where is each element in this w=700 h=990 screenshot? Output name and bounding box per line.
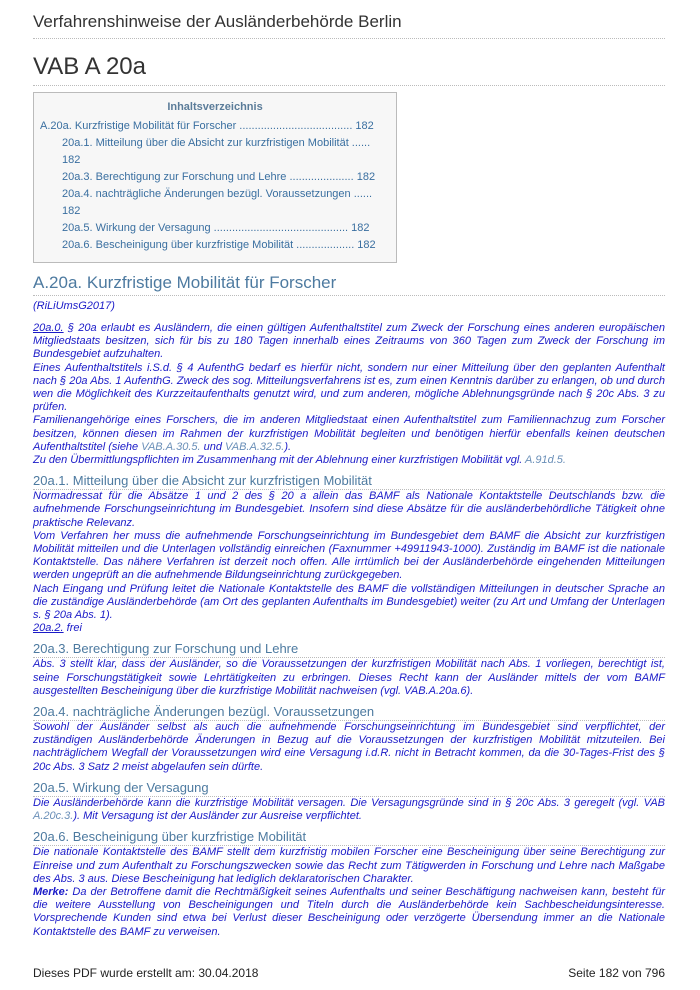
paragraph-20a6-1: Die nationale Kontaktstelle des BAMF stellt dem kurzfristig mobilen Forscher eine Bescheinigung über seine Berechtigung zur Einreise und zum Aufenthalt zu Forschungszwecken sowie das Recht zum Tätigwerden in Forschung und Lehre nach Maßgabe des Abs. 3 aus. Diese Bescheinigung hat lediglich deklaratorischen Charakter. [33, 846, 665, 885]
table-of-contents [33, 92, 397, 263]
section-title-20a1: 20a.1. Mitteilung über die Absicht zur kurzfristigen Mobilität [33, 473, 665, 490]
section-title-20a3: 20a.3. Berechtigung zur Forschung und Lehre [33, 641, 665, 658]
toc-entry-a20a[interactable]: A.20a. Kurzfristige Mobilität für Forscher ..................................... 182 [40, 120, 374, 132]
section-title-a20a: A.20a. Kurzfristige Mobilität für Forscher [33, 273, 665, 296]
toc-entry-20a6[interactable]: 20a.6. Bescheinigung über kurzfristige Mobilität ................... 182 [62, 239, 376, 251]
paragraph-20a2 [33, 622, 665, 635]
paragraph-text: Zu den Übermittlungspflichten im Zusammenhang mit der Ablehnung einer kurzfristigen Mobilität vgl. [33, 454, 525, 467]
paragraph-text: frei [63, 622, 82, 635]
toc-heading: Inhaltsverzeichnis [167, 101, 263, 113]
paragraph-20a5-1 [33, 797, 665, 823]
footer-created-date: Dieses PDF wurde erstellt am: 30.04.2018 [33, 966, 259, 980]
link-a20c-3[interactable]: A.20c.3. [33, 810, 74, 823]
paragraph-a20a-2: Eines Aufenthaltstitels i.S.d. § 4 AufenthG bedarf es hierfür nicht, sondern nur einer Mitteilung über den geplanten Aufenthalt nach § 20a Abs. 1 AufenthG. Zweck des sog. Mitteilungsverfahrens ist es, zum einen Kenntnis darüber zu erlangen, ob und durch wen die Möglichkeit des Kurzzeitaufenthalts genutzt wird, und zum anderen, mögliche Ablehnungsgründe nach § 20c Abs. 3 zu prüfen. [33, 361, 665, 414]
paragraph-20a1-2: Vom Verfahren her muss die aufnehmende Forschungseinrichtung im Bundesgebiet dem BAMF die Absicht zur kurzfristigen Mobilität mitteilen und die Unterlagen vollständig einreichen (Faxnummer +49911943-1000). Zuständig im BAMF ist die nationale Kontaktstelle. Das nähere Verfahren ist derzeit noch offen. Alle irrtümlich bei der Ausländerbehörde eingehenden Mitteilungen werden ungeprüft an die aufnehmende Bildungseinrichtung zurückgegeben. [33, 529, 665, 582]
document-page [33, 0, 665, 939]
link-a91d-5[interactable]: A.91d.5. [524, 454, 566, 467]
paragraph-a20a-4 [33, 454, 665, 467]
link-vab-a30-5[interactable]: VAB.A.30.5. [141, 440, 201, 453]
paragraph-text: Familienangehörige eines Forschers, die im anderen Mitgliedstaat einen Aufenthaltstitel zum Familiennachzug zum Forscher besitzen, können diesen im Rahmen der kurzfristigen Mobilität begleiten und benötigen hierfür ebenfalls keinen deutschen Aufenthaltstitel (siehe [33, 414, 665, 453]
paragraph-text: und [200, 440, 226, 453]
toc-entry-20a4[interactable]: 20a.4. nachträgliche Änderungen bezügl. Voraussetzungen ...... 182 [62, 188, 373, 217]
toc-entry-20a3[interactable]: 20a.3. Berechtigung zur Forschung und Lehre ..................... 182 [62, 171, 376, 183]
paragraph-text: § 20a erlaubt es Ausländern, die einen gültigen Aufenthaltstitel zum Zweck der Forschung eines anderen europäischen Mitgliedstaats besitzen, sich für bis zu 180 Tagen innerhalb eines Zeitraums von 360 Tagen zum Zweck der Forschung im Bundesgebiet aufzuhalten. [33, 322, 665, 361]
toc-entry-20a5[interactable]: 20a.5. Wirkung der Versagung ............................................ 182 [62, 222, 370, 234]
paragraph-a20a-1 [33, 322, 665, 362]
paragraph-a20a-3 [33, 414, 665, 454]
toc-entry-20a1[interactable]: 20a.1. Mitteilung über die Absicht zur kurzfristigen Mobilität ...... 182 [62, 137, 371, 166]
paragraph-20a3-1: Abs. 3 stellt klar, dass der Ausländer, so die Voraussetzungen der kurzfristigen Mobilität nach Abs. 1 vorliegen, berechtigt ist, seine Forschungstätigkeit sowie Lehrtätigkeiten zu erbringen. Dieses Recht kann der Ausländer mittels der vom BAMF ausgestellten Bescheinigung über die kurzfristige Mobilität nachweisen (vgl. VAB.A.20a.6). [33, 658, 665, 697]
section-note: (RiLiUmsG2017) [33, 300, 115, 312]
paragraph-20a6-2 [33, 886, 665, 939]
section-title-20a4: 20a.4. nachträgliche Änderungen bezügl. Voraussetzungen [33, 704, 665, 721]
document-header: Verfahrenshinweise der Ausländerbehörde Berlin [33, 12, 665, 39]
paragraph-text: Da der Betroffene damit die Rechtmäßigkeit seines Aufenthalts und seiner Beschäftigung nachweisen kann, besteht für die weitere Ausstellung von Bescheinigungen und Titeln durch die Ausländerbehörde kein Sachbescheidungsinteresse. Vorsprechende Kunden sind etwa bei Verlust dieser Bescheinigung oder verzögerte Übersendung immer an die Nationale Kontaktstelle des BAMF zu verweisen. [33, 885, 665, 938]
paragraph-text: Die Ausländerbehörde kann die kurzfristige Mobilität versagen. Die Versagungsgründe sind in § 20c Abs. 3 geregelt (vgl. VAB [33, 796, 665, 809]
footer-page-number: Seite 182 von 796 [568, 966, 665, 980]
paragraph-ref: 20a.0. [33, 322, 64, 334]
paragraph-text: ). [284, 440, 292, 453]
paragraph-text: ). Mit Versagung ist der Ausländer zur Ausreise verpflichtet. [73, 810, 362, 823]
page-footer [33, 966, 665, 980]
paragraph-ref: 20a.2. [33, 622, 64, 635]
paragraph-20a1-3: Nach Eingang und Prüfung leitet die Nationale Kontaktstelle des BAMF die vollständigen Mitteilungen in deutscher Sprache an die zuständige Ausländerbehörde (am Ort des geplanten Aufenthalts im Bundesgebiet) weiter (zu Art und Umfang der Unterlagen s. § 20a Abs. 1). [33, 582, 665, 622]
merke-label: Merke: [33, 885, 69, 898]
section-title-20a5: 20a.5. Wirkung der Versagung [33, 780, 665, 797]
section-title-20a6: 20a.6. Bescheinigung über kurzfristige Mobilität [33, 829, 665, 846]
page-title: VAB A 20a [33, 53, 665, 86]
paragraph-20a4-1: Sowohl der Ausländer selbst als auch die aufnehmende Forschungseinrichtung im Bundesgebiet sind verpflichtet, der zuständigen Ausländerbehörde Änderungen in Bezug auf die Voraussetzungen der kurzfristigen Mobilität mitzuteilen. Bei nachträglichem Wegfall der Voraussetzungen wird eine Versagung i.d.R. nicht in Betracht kommen, da die 30-Tages-Frist des § 20c Abs. 3 Satz 2 meist abgelaufen sein dürfte. [33, 721, 665, 773]
paragraph-20a1-1: Normadressat für die Absätze 1 und 2 des § 20 a allein das BAMF als Nationale Kontaktstelle Deutschlands bzw. die aufnehmende Forschungseinrichtung im Bundesgebiet. Insofern sind diese Absätze für die ausländerbehördliche Tätigkeit ohne praktische Relevanz. [33, 490, 665, 529]
link-vab-a32-5[interactable]: VAB.A.32.5. [225, 440, 285, 453]
